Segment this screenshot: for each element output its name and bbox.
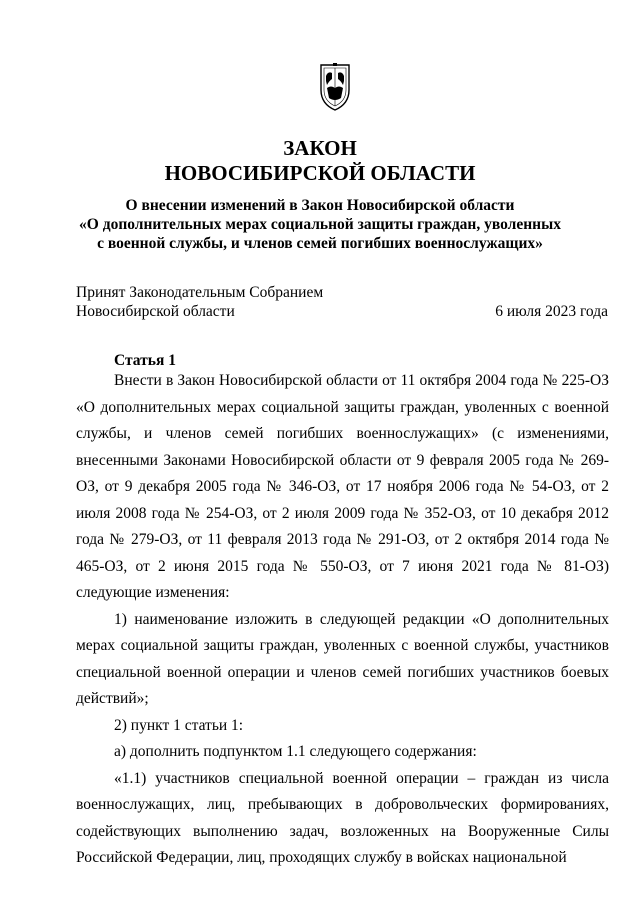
adoption-line: Новосибирской области	[76, 303, 235, 320]
adoption-date: 6 июля 2023 года	[495, 303, 608, 320]
adoption-info	[76, 283, 323, 321]
subtitle-line: О внесении изменений в Закон Новосибирской области	[125, 197, 515, 214]
law-title-line2: НОВОСИБИРСКОЙ ОБЛАСТИ	[164, 161, 476, 185]
article-body	[76, 368, 609, 872]
law-subtitle	[60, 196, 580, 253]
coat-of-arms-icon	[318, 62, 352, 112]
article-paragraph: Внести в Закон Новосибирской области от 11 октября 2004 года № 225-ОЗ «О дополнительных мерах социальной защиты граждан, уволенных с военной службы, и членов семей погибших военнослужащих» (с изменениями, внесенными Законами Новосибирской области от 9 февраля 2005 года № 269-ОЗ, от 9 декабря 2005 года № 346-ОЗ, от 17 ноября 2006 года № 54-ОЗ, от 2 июля 2008 года № 254-ОЗ, от 2 июля 2009 года № 352-ОЗ, от 10 декабря 2012 года № 279-ОЗ, от 11 февраля 2013 года № 291-ОЗ, от 2 октября 2014 года № 465-ОЗ, от 2 июня 2015 года № 550-ОЗ, от 7 июня 2021 года № 81-ОЗ) следующие изменения:	[76, 372, 609, 601]
article-paragraph: 2) пункт 1 статьи 1:	[114, 716, 244, 734]
article-paragraph: 1) наименование изложить в следующей редакции «О дополнительных мерах социальной защиты граждан, уволенных с военной службы, участников специальной военной операции и членов семей погибших участников боевых действий»;	[76, 610, 609, 707]
article-paragraph: а) дополнить подпунктом 1.1 следующего содержания:	[114, 743, 477, 760]
subtitle-line: с военной службы, и членов семей погибших военнослужащих»	[97, 235, 543, 252]
article-heading: Статья 1	[114, 352, 176, 369]
adoption-line: Принят Законодательным Собранием	[76, 284, 324, 301]
subtitle-line: «О дополнительных мерах социальной защиты граждан, уволенных	[79, 216, 561, 233]
law-title-line1: ЗАКОН	[283, 136, 357, 160]
article-paragraph: «1.1) участников специальной военной операции – граждан из числа военнослужащих, лиц, пребывающих в добровольческих формированиях, содействующих выполнению задач, возложенных на Вооруженные Силы Российской Федерации, лиц, проходящих службу в войсках национальной	[76, 769, 609, 866]
